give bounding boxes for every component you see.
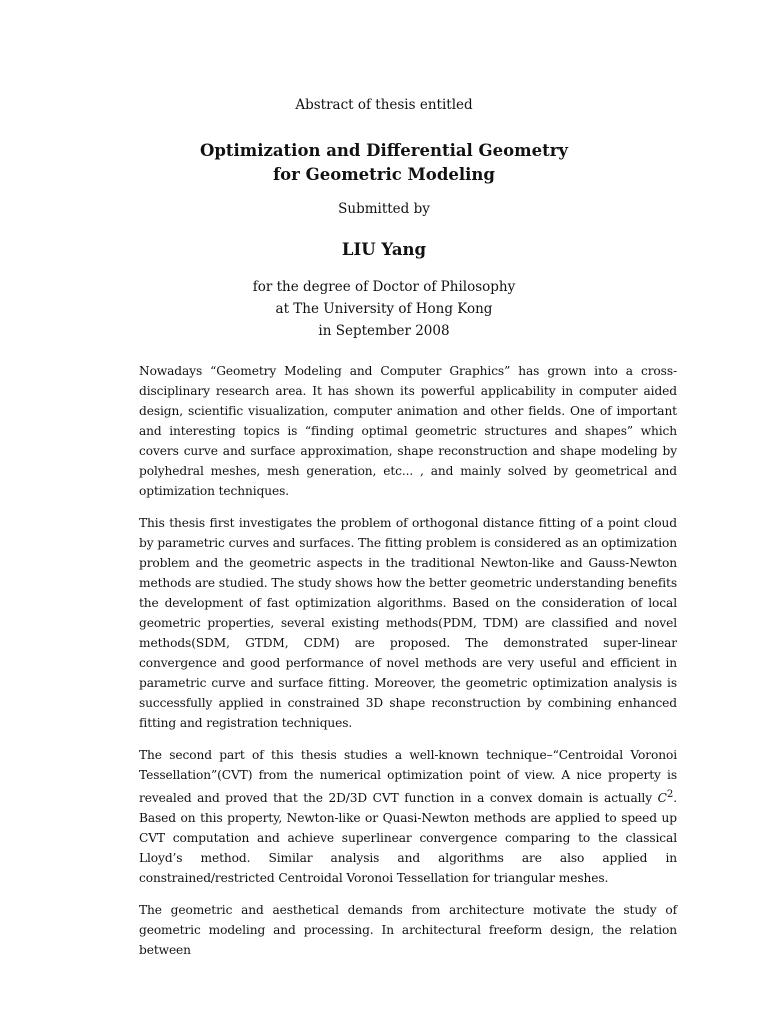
paragraph-4: The geometric and aesthetical demands from architecture motivate the study of geometric modeling and processing. In architectural freeform design, the relation between	[139, 903, 677, 958]
university-line: at The University of Hong Kong	[275, 301, 493, 317]
thesis-title	[0, 139, 768, 187]
paragraph-2: This thesis first investigates the problem of orthogonal distance fitting of a point cloud by parametric curves and surfaces. The fitting problem is considered as an optimization problem and the geometric aspects in the traditional Newton-like and Gauss-Newton methods are studied. The study shows how the better geometric understanding benefits the development of fast optimization algorithms. Based on the consideration of local geometric properties, several existing methods(PDM, TDM) are classified and novel methods(SDM, GTDM, CDM) are proposed. The demonstrated super-linear convergence and good performance of novel methods are very useful and efficient in parametric curve and surface fitting. Moreover, the geometric optimization analysis is successfully applied in constrained 3D shape reconstruction by combining enhanced fitting and registration techniques.	[139, 516, 677, 730]
math-superscript: 2	[666, 789, 674, 800]
paragraph-3-text-a: The second part of this thesis studies a well-known technique–“Centroidal Voronoi Tessellation”(CVT) from the numerical optimization point of view. A nice property is revealed and proved that the 2D/3D CVT function in a convex domain is actually	[139, 748, 677, 806]
math-c: C	[657, 791, 667, 806]
degree-line: for the degree of Doctor of Philosophy	[252, 279, 516, 295]
author-name: LIU Yang	[341, 240, 427, 259]
submitted-by: Submitted by	[338, 201, 430, 217]
date-line: in September 2008	[318, 323, 450, 339]
paragraph-1: Nowadays “Geometry Modeling and Computer Graphics” has grown into a cross-disciplinary research area. It has shown its powerful applicability in computer aided design, scientific visualization, computer animation and other fields. One of important and interesting topics is “finding optimal geometric structures and shapes” which covers curve and surface approximation, shape reconstruction and shape modeling by polyhedral meshes, mesh generation, etc... , and mainly solved by geometrical and optimization techniques.	[139, 364, 677, 498]
paragraph-3-text-b: . Based on this property, Newton-like or Quasi-Newton methods are applied to speed up CVT computation and achieve superlinear convergence comparing to the classical Lloyd’s method. Similar analysis and algorithms are also applied in constrained/restricted Centroidal Voronoi Tessellation for triangular meshes.	[139, 791, 677, 886]
degree-info	[0, 276, 768, 342]
abstract-intro: Abstract of thesis entitled	[295, 97, 473, 113]
paragraph-3	[139, 745, 677, 888]
abstract-body	[139, 361, 677, 972]
thesis-title-line-1: Optimization and Differential Geometry	[199, 141, 569, 160]
thesis-title-line-2: for Geometric Modeling	[273, 165, 495, 184]
